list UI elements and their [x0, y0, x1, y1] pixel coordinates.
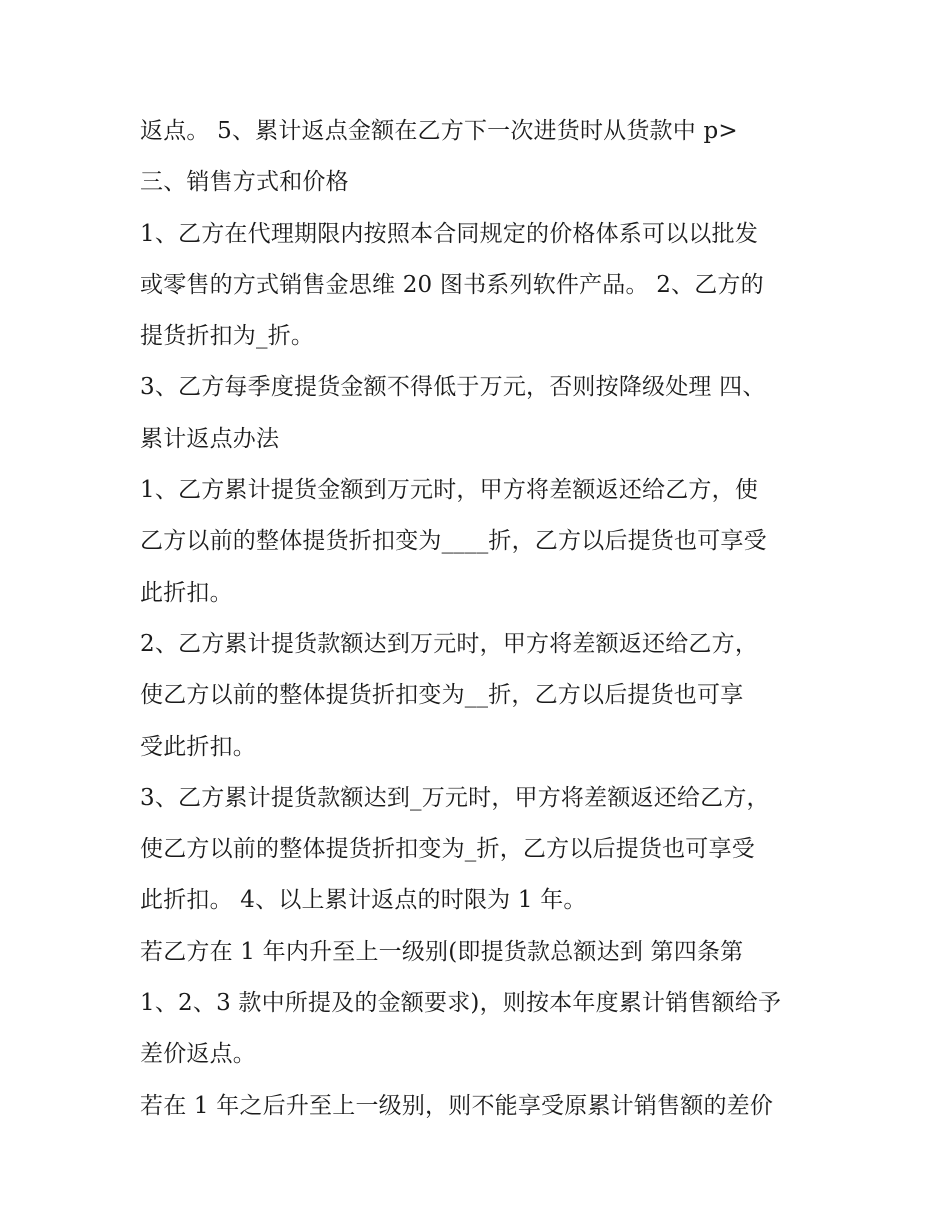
text-line: 返点。 5、累计返点金额在乙方下一次进货时从货款中 p> — [140, 118, 738, 144]
document-body — [140, 106, 820, 1132]
text-line: 1、乙方在代理期限内按照本合同规定的价格体系可以以批发 — [140, 220, 759, 247]
text-line: 使乙方以前的整体提货折扣变为_折，乙方以后提货也可享受 — [140, 836, 755, 863]
text-line: 3、乙方累计提货款额达到_万元时，甲方将差额返还给乙方， — [140, 784, 770, 811]
text-line: 1、2、3 款中所提及的金额要求)，则按本年度累计销售额给予 — [140, 990, 782, 1017]
text-line: 受此折扣。 — [140, 733, 256, 760]
section-heading: 累计返点办法 — [140, 425, 280, 452]
text-line: 此折扣。 — [140, 579, 233, 606]
text-line: 或零售的方式销售金思维 20 图书系列软件产品。 2、乙方的 — [140, 271, 764, 298]
text-line: 2、乙方累计提货款额达到万元时，甲方将差额返还给乙方， — [140, 630, 759, 657]
text-line: 此折扣。 4、以上累计返点的时限为 1 年。 — [140, 887, 587, 914]
text-line: 差价返点。 — [140, 1041, 256, 1068]
text-line: 1、乙方累计提货金额到万元时，甲方将差额返还给乙方，使 — [140, 477, 759, 504]
text-line: 乙方以前的整体提货折扣变为____折，乙方以后提货也可享受 — [140, 528, 767, 555]
text-line: 提货折扣为_折。 — [140, 323, 315, 350]
text-line: 3、乙方每季度提货金额不得低于万元，否则按降级处理 四、 — [140, 374, 766, 401]
section-heading: 三、销售方式和价格 — [140, 169, 349, 196]
text-line: 若在 1 年之后升至上一级别，则不能享受原累计销售额的差价 — [140, 1092, 774, 1119]
text-line: 若乙方在 1 年内升至上一级别(即提货款总额达到 第四条第 — [140, 938, 744, 965]
text-line: 使乙方以前的整体提货折扣变为__折，乙方以后提货也可享 — [140, 682, 744, 709]
